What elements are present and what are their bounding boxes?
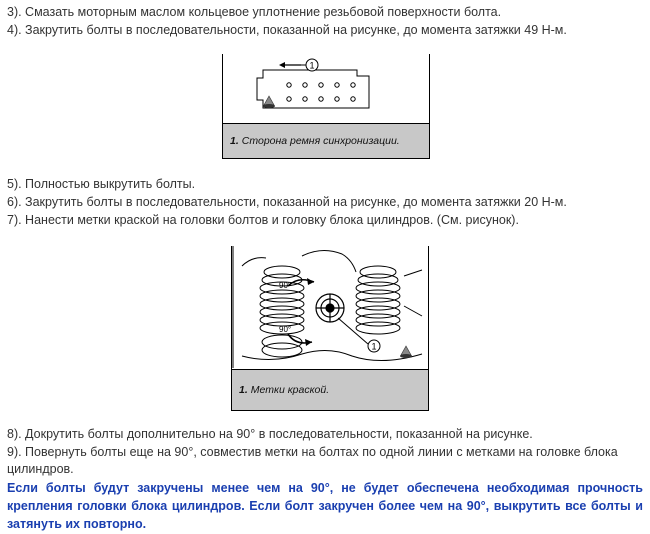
figure1-caption — [223, 123, 429, 158]
watermark-logo-icon — [400, 346, 412, 358]
step-3-text: 3). Смазать моторным маслом кольцевое уплотнение резьбовой поверхности болта. — [7, 5, 502, 19]
step-9-text: 9). Повернуть болты еще на 90°, совместив метки на болтах по одной линии с метками на головке блока — [7, 445, 618, 459]
fig1-caption-number: 1. — [230, 135, 239, 147]
step-5-text: 5). Полностью выкрутить болты. — [7, 177, 196, 191]
step-8-text: 8). Докрутить болты дополнительно на 90° в последовательности, показанной на рисунке. — [7, 427, 533, 441]
fig1-caption-text: Сторона ремня синхронизации. — [241, 135, 400, 147]
step-6-text: 6). Закрутить болты в последовательности, показанной на рисунке, до момента затяжки 20 Н-м. — [7, 195, 567, 209]
warning-note: Если болты будут закручены менее чем на 90°, не будет обеспечена необходимая прочность крепления головки блока цилиндров. Если болт закручен более чем на 90°, выкрутить все болты и затянуть их повторно. — [7, 481, 643, 531]
step-4-text: 4). Закрутить болты в последовательности, показанной на рисунке, до момента затяжки 49 Н-м. — [7, 23, 567, 37]
fig1-callout-label: 1 — [309, 60, 315, 71]
step-9-text-cont: цилиндров. — [7, 462, 74, 476]
figure-bolt-sequence — [222, 54, 430, 159]
fig2-callout-label: 1 — [371, 341, 377, 352]
figure-paint-marks — [231, 246, 429, 411]
bolt-head-drawing — [316, 294, 344, 322]
figure2-caption — [232, 369, 428, 410]
angle-label-bottom: 90° — [279, 325, 292, 334]
angle-label-top: 90° — [279, 281, 292, 290]
watermark-logo-icon — [263, 96, 275, 108]
fig2-caption-text: Метки краской. — [250, 384, 330, 396]
fig2-caption-number: 1. — [239, 384, 248, 396]
step-7-text: 7). Нанести метки краской на головки болтов и головку блока цилиндров. (См. рисунок). — [7, 213, 519, 227]
